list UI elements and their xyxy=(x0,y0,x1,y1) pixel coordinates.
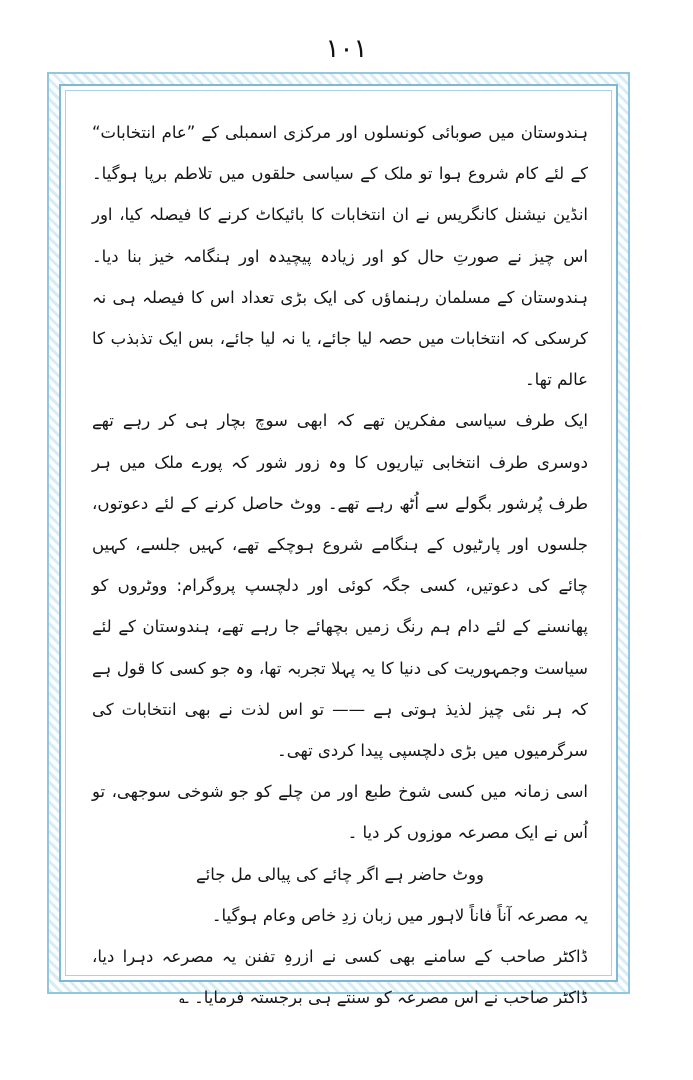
paragraph-2: ایک طرف سیاسی مفکرین تھے کہ ابھی سوچ بچار ہی کر رہے تھے دوسری طرف انتخابی تیاریوں کا وہ زور شور کہ پورے ملک میں ہر طرف پُرشور بگولے سے اُٹھ رہے تھے۔ ووٹ حاصل کرنے کے لئے دعوتوں، جلسوں اور پارٹیوں کے ہنگامے شروع ہوچکے تھے، کہیں جلسے، کہیں چائے کی دعوتیں، کسی جگہ کوئی اور دلچسپ پروگرام: ووٹروں کو پھانسنے کے لئے دام ہم رنگ زمیں بچھائے جا رہے تھے، ہندوستان کے لئے سیاست وجمہوریت کی دنیا کا یہ پہلا تجربہ تھا، وہ جو کسی کا قول ہے کہ ہر نئی چیز لذیذ ہوتی ہے —— تو اس لذت نے بھی انتخابات کی سرگرمیوں میں بڑی دلچسپی پیدا کردی تھی۔ xyxy=(92,411,588,761)
paragraph-1: ہندوستان میں صوبائی کونسلوں اور مرکزی اسمبلی کے ”عام انتخابات“ کے لئے کام شروع ہوا تو ملک کے سیاسی حلقوں میں تلاطم برپا ہوگیا۔ انڈین نیشنل کانگریس نے ان انتخابات کا بائیکاٹ کرنے کا فیصلہ کیا، اور اس چیز نے صورتِ حال کو اور زیادہ پیچیدہ اور ہنگامہ خیز بنا دیا۔ ہندوستان کے مسلمان رہنماؤں کی ایک بڑی تعداد اس کا فیصلہ ہی نہ کرسکی کہ انتخابات میں حصہ لیا جائے، یا نہ لیا جائے، بس ایک تذبذب کا عالم تھا۔ xyxy=(92,123,588,390)
closing-line-1: یہ مصرعہ آناً فاناً لاہور میں زبان زدِ خاص وعام ہوگیا۔ xyxy=(211,905,588,925)
paragraph-3: اسی زمانہ میں کسی شوخ طبع اور من چلے کو جو شوخی سوجھی، تو اُس نے ایک مصرعہ موزوں کر دیا ۔ xyxy=(92,782,588,843)
closing-line-2: ڈاکٹر صاحب کے سامنے بھی کسی نے ازرہِ تفنن یہ مصرعہ دہرا دیا، ڈاکٹر صاحب نے اس مصرعہ کو سنتے ہی برجستہ فرمایا۔ ؎ xyxy=(92,947,588,1008)
body-text xyxy=(92,112,588,1008)
verse-line: ووٹ حاضر ہے اگر چائے کی پیالی مل جائے xyxy=(196,864,484,884)
page-number: ۱۰۱ xyxy=(325,34,368,64)
